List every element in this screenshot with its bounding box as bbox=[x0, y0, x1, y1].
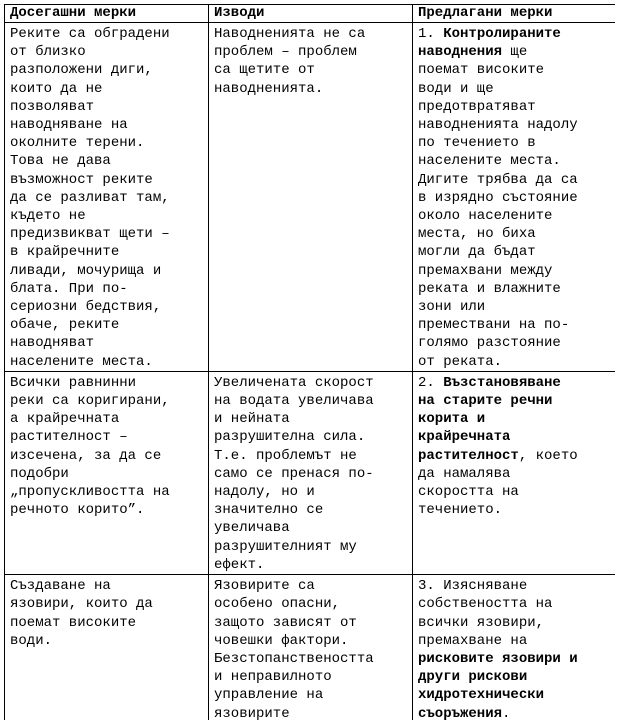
cell-proposed-measure bbox=[413, 575, 616, 720]
cell-conclusion: Язовирите са особено опасни, защото зависят от човешки фактори. Безстопанствеността и неправилното управление на язовирите bbox=[209, 575, 413, 720]
cell-current-measure: Реките са обградени от близко разположени диги, които да не позволяват наводняване на околните терени. Това не дава възможност реките да се разливат там, където не предизвикват щети – в крайречните ливади, мочурища и блата. При по- сериозни бедствия, обаче, реките наводняват населените места. bbox=[5, 23, 209, 372]
measures-table bbox=[4, 4, 615, 720]
cell-conclusion: Увеличената скорост на водата увеличава и нейната разрушителна сила. Т.е. проблемът не само се пренася по- надолу, но и значително се увеличава разрушителният му ефект. bbox=[209, 371, 413, 574]
document-page bbox=[4, 4, 615, 720]
proposal-text: ще поемат високите води и ще предотвратяват наводненията надолу по течението в населените места. Дигите трябва да са в изрядно състояние около населените места, но биха могли да бъдат премахвани между реката и влажните зони или премествани на по- голямо разстояние от реката. bbox=[418, 44, 578, 370]
proposal-emphasis: Възстановяване на старите речни корита и крайречната растителност bbox=[418, 374, 561, 464]
cell-conclusion: Наводненията не са проблем – проблем са щетите от наводненията. bbox=[209, 23, 413, 372]
header-conclusions: Изводи bbox=[209, 5, 413, 23]
table-row bbox=[5, 371, 616, 574]
table-row bbox=[5, 575, 616, 720]
table-row bbox=[5, 23, 616, 372]
proposal-text: . bbox=[502, 705, 511, 720]
proposal-emphasis: рисковите язовири и други рискови хидротехнически съоръжения bbox=[418, 650, 578, 720]
proposal-prefix: 3. Изясняване собствеността на всички язовири, премахване на bbox=[418, 578, 553, 649]
cell-proposed-measure bbox=[413, 371, 616, 574]
table-header-row bbox=[5, 5, 616, 23]
header-proposed-measures: Предлагани мерки bbox=[413, 5, 616, 23]
proposal-text: , което да намалява скоростта на течението. bbox=[418, 447, 578, 519]
cell-current-measure: Създаване на язовири, които да поемат високите води. bbox=[5, 575, 209, 720]
proposal-emphasis: Контролираните наводнения bbox=[418, 26, 561, 61]
proposal-prefix: 1. bbox=[418, 26, 444, 42]
cell-current-measure: Всички равнинни реки са коригирани, а крайречната растителност – изсечена, за да се подобри „пропускливостта на речното корито”. bbox=[5, 371, 209, 574]
header-current-measures: Досегашни мерки bbox=[5, 5, 209, 23]
cell-proposed-measure bbox=[413, 23, 616, 372]
proposal-prefix: 2. bbox=[418, 374, 444, 391]
